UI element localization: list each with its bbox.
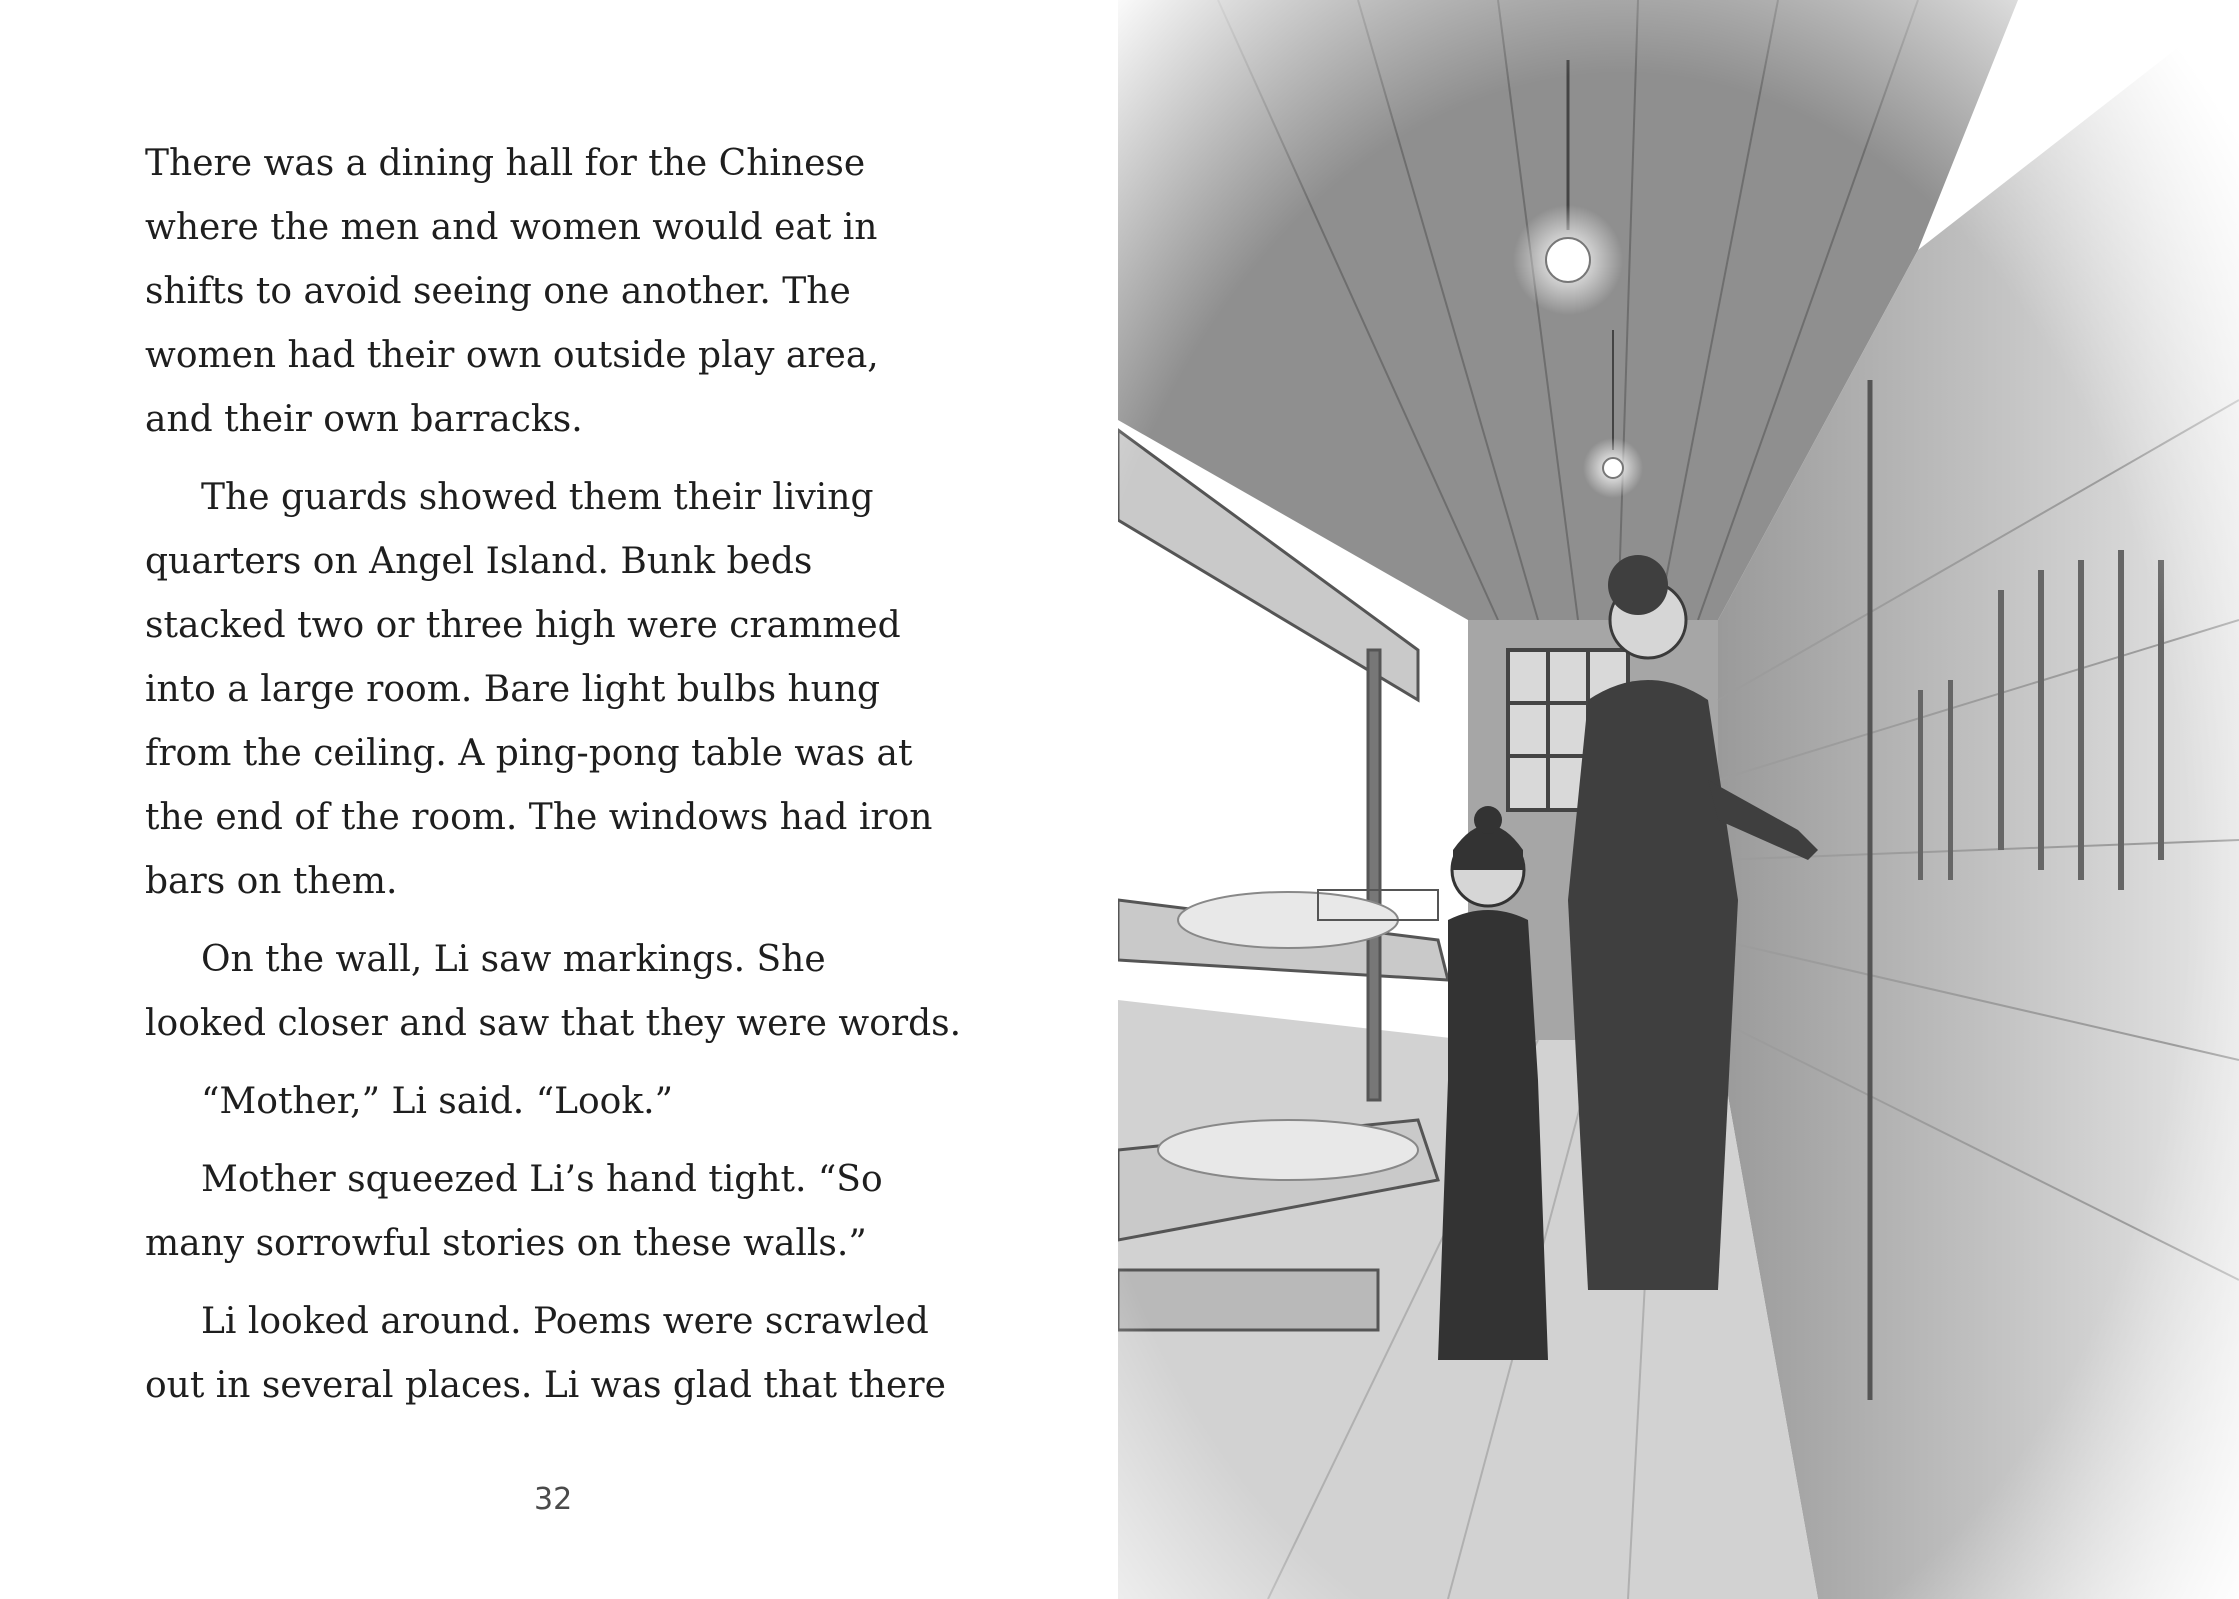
illustration-svg — [1118, 0, 2239, 1599]
paragraph-1: There was a dining hall for the Chinese where the men and women would eat in shifts to avoid seeing one another. The women had their own outside play area, and their own barracks. — [145, 143, 879, 440]
barracks-illustration — [1118, 0, 2239, 1599]
paragraph-3: On the wall, Li saw markings. She looked closer and saw that they were words. — [145, 939, 962, 1044]
paragraph-4: “Mother,” Li said. “Look.” — [201, 1081, 674, 1122]
page-number: 32 — [534, 1482, 573, 1517]
paragraph-6: Li looked around. Poems were scrawled out in several places. Li was glad that there — [145, 1301, 946, 1406]
paragraph-2: The guards showed them their living quarters on Angel Island. Bunk beds stacked two or three high were crammed into a large room. Bare light bulbs hung from the ceiling. A ping-pong table was at the end of the room. The windows had iron bars on them. — [145, 477, 933, 902]
paragraph-5: Mother squeezed Li’s hand tight. “So many sorrowful stories on these walls.” — [145, 1159, 883, 1264]
story-text — [145, 132, 975, 1432]
vignette — [1118, 0, 2239, 1599]
